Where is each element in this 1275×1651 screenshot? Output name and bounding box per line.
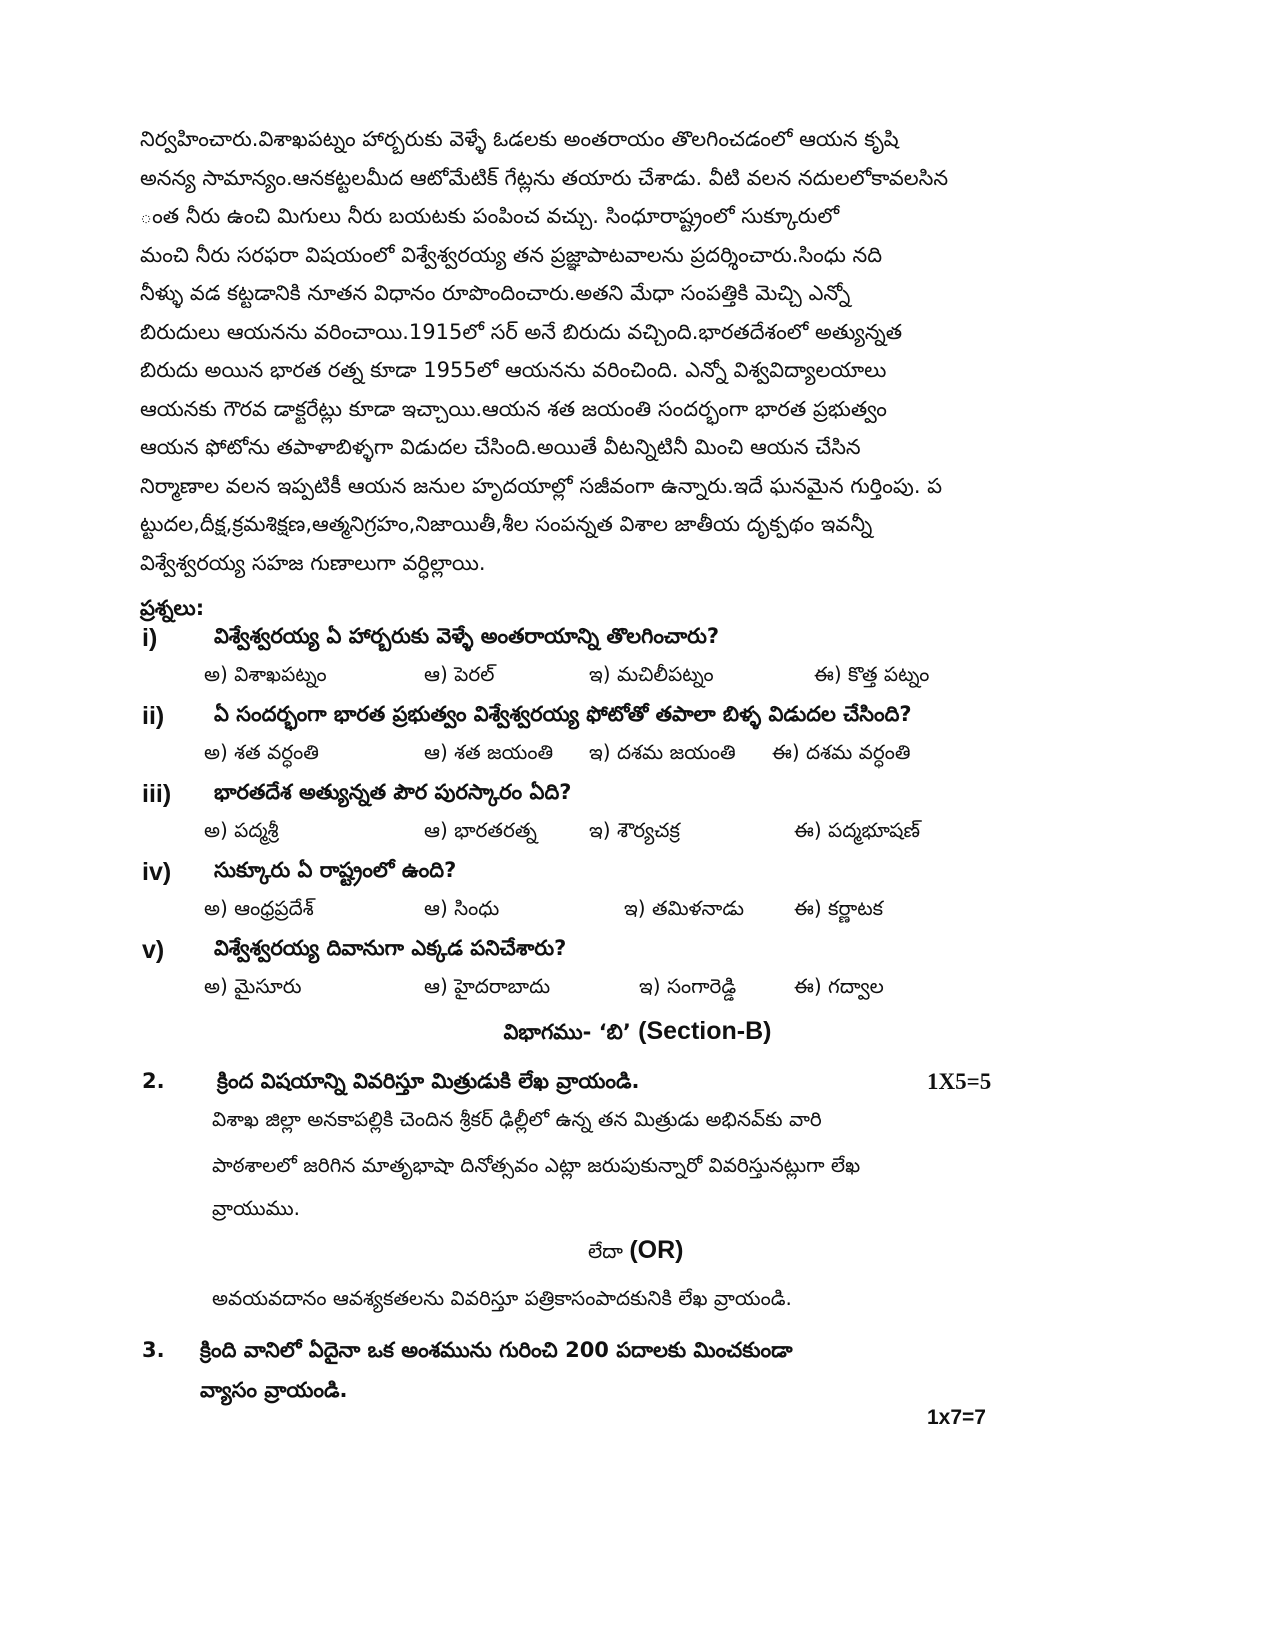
option-b: ఆ) సింధు [424,896,500,920]
question-text: విశ్వేశ్వరయ్య దివానుగా ఎక్కడ పనిచేశారు? [214,936,567,960]
passage-line: బిరుదు అయిన భారత రత్న కూడా 1955లో ఆయనను వరించింది. ఎన్నో విశ్వవిద్యాలయాలు [140,358,887,382]
section-b-title [0,1017,1275,1050]
option-d: ఈ) పద్మభూషణ్ [794,818,920,842]
option-c: ఇ) తమిళనాడు [624,896,745,920]
option-a: అ) పద్మశ్రీ [204,818,279,842]
question-number: i) [142,624,158,652]
questions-heading: ప్రశ్నలు: [140,596,205,620]
passage-line: బిరుదులు ఆయనను వరించాయి.1915లో సర్ అనే బిరుదు వచ్చింది.భారతదేశంలో అత్యున్నత [140,319,903,344]
passage-line: ఆయన ఫోటోను తపాళాబిళ్ళగా విడుదల చేసింది.అయితే వీటన్నిటినీ మించి ఆయన చేసిన [140,435,861,459]
passage-line: ంత నీరు ఉంచి మిగులు నీరు బయటకు పంపించ వచ్చు. సింధూరాష్ట్రంలో సుక్కూరులో [140,204,840,228]
or-telugu: లేదా [588,1239,630,1263]
question-number: iii) [142,780,172,808]
option-d: ఈ) దశమ వర్ధంతి [772,740,911,764]
passage-line: మంచి నీరు సరఫరా విషయంలో విశ్వేశ్వరయ్య తన ప్రజ్ఞాపాటవాలను ప్రదర్శించారు.సింధు నది [140,242,883,267]
option-d: ఈ) కొత్త పట్నం [814,662,930,686]
option-d: ఈ) కర్ణాటక [794,896,884,920]
option-c: ఇ) మచిలీపట్నం [589,662,714,686]
item-text: క్రింద విషయాన్ని వివరిస్తూ మిత్రుడుకి లేఖ వ్రాయండి. [217,1069,640,1093]
passage-line: అనన్య సామాన్యం.ఆనకట్టలమీద ఆటోమేటిక్ గేట్లను తయారు చేశాడు. వీటి వలన నదులలోకావలసిన [140,165,949,190]
passage-line: ట్టుదల,దీక్ష,క్రమశిక్షణ,ఆత్మనిగ్రహం,నిజాయితీ,శీల సంపన్నత విశాల జాతీయ దృక్పథం ఇవన్నీ [140,512,873,536]
option-a: అ) శత వర్ధంతి [204,740,319,764]
option-a: అ) విశాఖపట్నం [204,662,327,686]
or-english: (OR) [629,1236,684,1264]
option-a: అ) ఆంధ్రప్రదేశ్ [204,896,314,920]
option-b: ఆ) పెరల్ [424,662,495,686]
passage-line: నిర్వహించారు.విశాఖపట్నం హార్బరుకు వెళ్ళే ఓడలకు అంతరాయం తొలగించడంలో ఆయన కృషి [140,127,899,151]
option-c: ఇ) దశమ జయంతి [589,740,736,764]
question-text: సుక్కూరు ఏ రాష్ట్రంలో ఉంది? [214,858,457,882]
item-number: 3. [142,1338,165,1362]
item-2-alternative: అవయవదానం ఆవశ్యకతలను వివరిస్తూ పత్రికాసంపాదకునికి లేఖ వ్రాయండి. [212,1286,792,1310]
item-2-body-line: వ్రాయుము. [212,1196,301,1220]
passage-line: నిర్మాణాల వలన ఇప్పటికీ ఆయన జనుల హృదయాల్లో సజీవంగా ఉన్నారు.ఇదే ఘనమైన గుర్తింపు. ప [140,473,943,498]
question-number: iv) [142,858,172,886]
option-b: ఆ) శత జయంతి [424,740,554,764]
item-2-body-line: విశాఖ జిల్లా అనకాపల్లికి చెందిన శ్రీకర్ ఢిల్లీలో ఉన్న తన మిత్రుడు అభినవ్‌కు వారి [212,1107,822,1131]
section-b-title-english: (Section-B) [638,1017,772,1045]
item-number: 2. [142,1069,165,1093]
section-b-title-telugu: విభాగము- ‘బి’ [503,1020,639,1044]
question-text: విశ్వేశ్వరయ్య ఏ హార్బరుకు వెళ్ళే అంతరాయాన్ని తొలగించారు? [214,624,720,648]
option-c: ఇ) శౌర్యచక్ర [589,818,680,842]
marks-label: 1x7=7 [927,1406,986,1429]
option-d: ఈ) గద్వాల [794,974,884,998]
option-b: ఆ) భారతరత్న [424,818,537,842]
option-c: ఇ) సంగారెడ్డి [639,974,737,998]
marks-label: 1X5=5 [927,1069,992,1094]
item-2-body-line: పాఠశాలలో జరిగిన మాతృభాషా దినోత్సవం ఎట్లా జరుపుకున్నారో వివరిస్తునట్లుగా లేఖ [212,1153,861,1177]
option-b: ఆ) హైదరాబాదు [424,974,551,998]
question-text: భారతదేశ అత్యున్నత పౌర పురస్కారం ఏది? [214,780,572,804]
passage-line: ఆయనకు గౌరవ డాక్టరేట్లు కూడా ఇచ్చాయి.ఆయన శత జయంతి సందర్భంగా భారత ప్రభుత్వం [140,396,887,421]
item-text-continued: వ్యాసం వ్రాయండి. [200,1378,348,1402]
option-a: అ) మైసూరు [204,974,302,998]
question-text: ఏ సందర్భంగా భారత ప్రభుత్వం విశ్వేశ్వరయ్య ఫోటోతో తపాలా బిళ్ళ విడుదల చేసింది? [214,702,912,726]
comprehension-passage [140,120,1100,582]
passage-line: విశ్వేశ్వరయ్య సహజ గుణాలుగా వర్ధిల్లాయి. [140,550,486,575]
item-text: క్రింది వానిలో ఏదైనా ఒక అంశమును గురించి 200 పదాలకు మించకుండా [200,1338,793,1362]
question-number: ii) [142,702,165,730]
passage-line: నీళ్ళు వడ కట్టడానికి నూతన విధానం రూపొందించారు.అతని మేధా సంపత్తికి మెచ్చి ఎన్నో [140,281,851,305]
question-number: v) [142,936,165,964]
or-divider [588,1236,684,1268]
